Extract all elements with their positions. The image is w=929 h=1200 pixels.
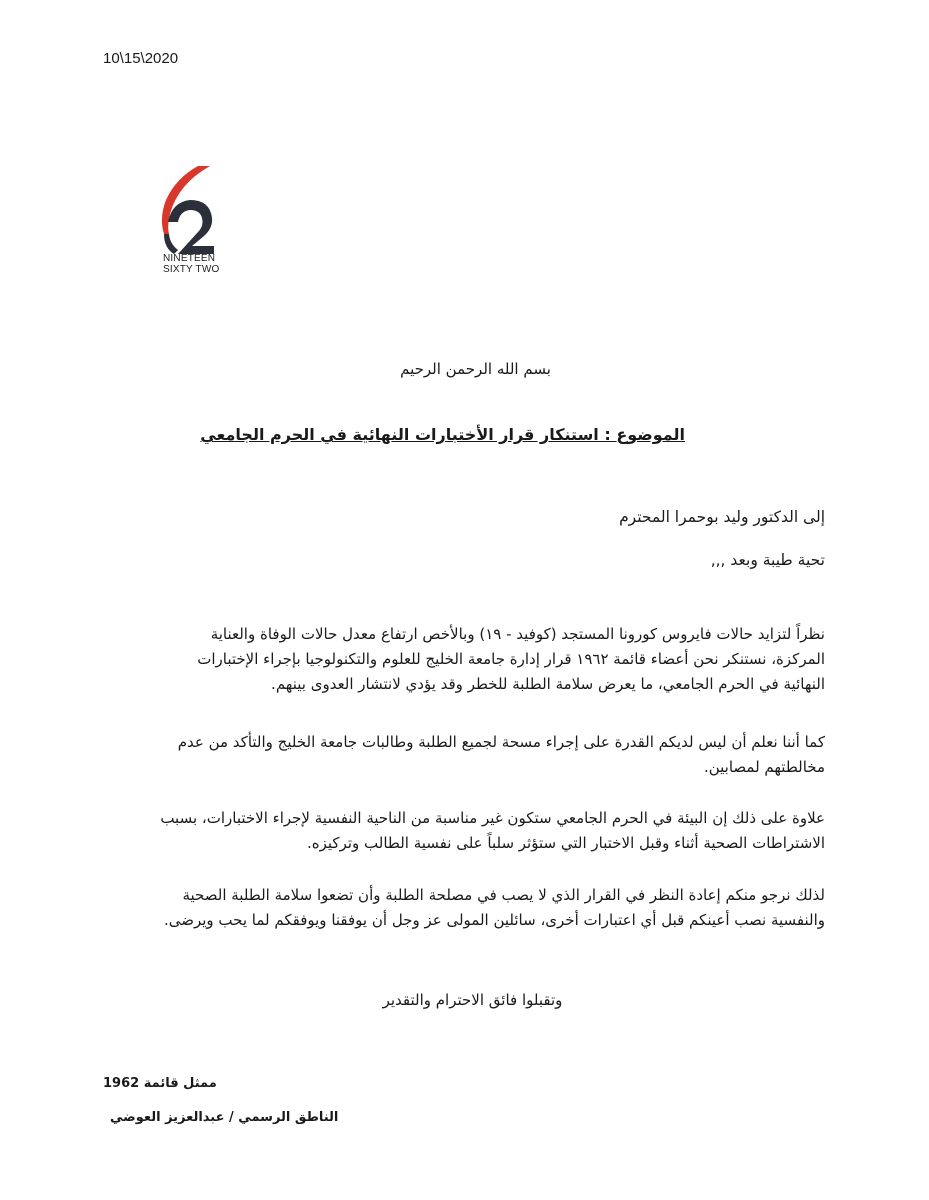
paragraph-line: النهائية في الحرم الجامعي، ما يعرض سلامة الطلبة للخطر وقد يؤدي لانتشار العدوى بينهم. xyxy=(271,675,825,693)
letter-greeting: تحية طيبة وبعد ,,, xyxy=(710,551,825,569)
letter-closing: وتقبلوا فائق الاحترام والتقدير xyxy=(382,991,563,1009)
paragraph-line: علاوة على ذلك إن البيئة في الحرم الجامعي ستكون غير مناسبة من الناحية النفسية لإجراء الاختبارات، بسبب xyxy=(160,809,825,827)
paragraph-line: مخالطتهم لمصابين. xyxy=(703,758,825,776)
logo-wordmark xyxy=(163,253,219,275)
basmala: بسم الله الرحمن الرحيم xyxy=(400,360,551,378)
paragraph-line: والنفسية نصب أعينكم قبل أي اعتبارات أخرى، سائلين المولى عز وجل أن يوفقنا ويوفقكم لما يحب ويرضى. xyxy=(163,911,825,929)
paragraph-line: لذلك نرجو منكم إعادة النظر في القرار الذي لا يصب في مصلحة الطلبة وأن تضعوا سلامة الطلبة الصحية xyxy=(182,886,825,904)
signature-representative: ممثل قائمة 1962 xyxy=(103,1076,217,1091)
paragraph-line: كما أننا نعلم أن ليس لديكم القدرة على إجراء مسحة لجميع الطلبة وطالبات جامعة الخليج والتأكد من عدم xyxy=(177,733,825,751)
paragraph-line: نظراً لتزايد حالات فايروس كورونا المستجد (كوفيد - ١٩) وبالأخص ارتفاع معدل حالات الوفاة والعناية xyxy=(210,625,825,643)
body-paragraph xyxy=(103,883,825,933)
logo-mark-icon xyxy=(160,166,220,256)
letter-addressee: إلى الدكتور وليد بوحمرا المحترم xyxy=(619,508,825,526)
signature-spokesperson: الناطق الرسمي / عبدالعزيز العوضي xyxy=(110,1110,339,1125)
paragraph-line: الاشتراطات الصحية أثناء وقبل الاختبار التي ستؤثر سلباً على نفسية الطالب وتركيزه. xyxy=(307,834,825,852)
logo-line-1: NINETEEN xyxy=(163,253,216,264)
paragraph-line: المركزة، نستنكر نحن أعضاء قائمة ١٩٦٢ قرار إدارة جامعة الخليج للعلوم والتكنولوجيا بإجراء الإختبارات xyxy=(197,650,825,668)
body-paragraph xyxy=(103,806,825,856)
body-paragraph xyxy=(103,622,825,697)
body-paragraph xyxy=(103,730,825,780)
logo-line-2: SIXTY TWO xyxy=(163,264,220,275)
letter-date: 10\15\2020 xyxy=(103,50,179,67)
letter-subject: الموضوع : استنكار قرار الأختبارات النهائية في الحرم الجامعي xyxy=(200,425,685,444)
